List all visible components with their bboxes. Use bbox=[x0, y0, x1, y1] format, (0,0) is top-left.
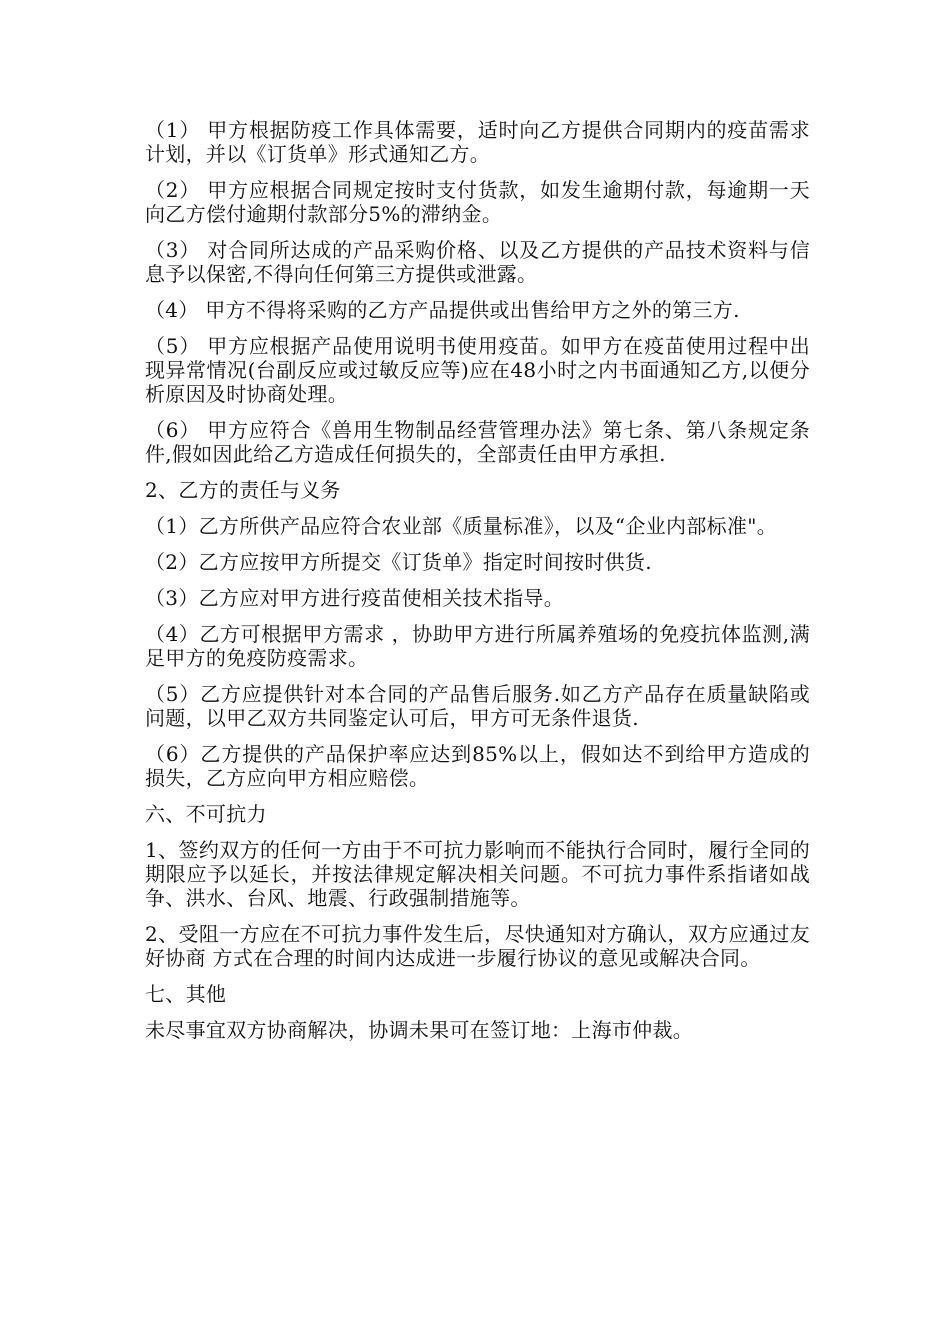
document-body bbox=[145, 118, 810, 1054]
clause-a2: （2） 甲方应根据合同规定按时支付货款，如发生逾期付款，每逾期一天向乙方偿付逾期付款部分5%的滞纳金。 bbox=[145, 178, 810, 226]
clause-b1: （1）乙方所供产品应符合农业部《质量标准》，以及“企业内部标准"。 bbox=[145, 514, 778, 538]
clause-a3: （3） 对合同所达成的产品采购价格、以及乙方提供的产品技术资料与信息予以保密,不得向任何第三方提供或泄露。 bbox=[145, 238, 810, 286]
clause-b3: （3）乙方应对甲方进行疫苗使相关技术指导。 bbox=[145, 586, 565, 610]
clause-b5: （5）乙方应提供针对本合同的产品售后服务.如乙方产品存在质量缺陷或问题，以甲乙双方共同鉴定认可后，甲方可无条件退货. bbox=[145, 682, 810, 730]
clause-a5: （5） 甲方应根据产品使用说明书使用疫苗。如甲方在疫苗使用过程中出现异常情况(台副反应或过敏反应等)应在48小时之内书面通知乙方,以便分析原因及时协商处理。 bbox=[145, 334, 810, 406]
clause-b2: （2）乙方应按甲方所提交《订货单》指定时间按时供货. bbox=[145, 550, 652, 574]
section-heading-party-b: 2、乙方的责任与义务 bbox=[145, 478, 341, 502]
clause-a1: （1） 甲方根据防疫工作具体需要，适时向乙方提供合同期内的疫苗需求计划，并以《订货单》形式通知乙方。 bbox=[145, 118, 810, 166]
clause-fm1: 1、签约双方的任何一方由于不可抗力影响而不能执行合同时，履行全同的期限应予以延长，并按法律规定解决相关问题。不可抗力事件系指诸如战争、洪水、台风、地震、行政强制措施等。 bbox=[145, 838, 810, 910]
clause-other: 未尽事宜双方协商解决，协调未果可在签订地：上海市仲裁。 bbox=[145, 1018, 694, 1042]
clause-b6: （6）乙方提供的产品保护率应达到85%以上，假如达不到给甲方造成的损失，乙方应向甲方相应赔偿。 bbox=[145, 742, 810, 790]
section-heading-other: 七、其他 bbox=[145, 982, 227, 1006]
clause-b4: （4）乙方可根据甲方需求 ，协助甲方进行所属养殖场的免疫抗体监测,满足甲方的免疫防疫需求。 bbox=[145, 622, 810, 670]
clause-a6: （6） 甲方应符合《兽用生物制品经营管理办法》第七条、第八条规定条件,假如因此给乙方造成任何损失的，全部责任由甲方承担. bbox=[145, 418, 810, 466]
section-heading-force-majeure: 六、不可抗力 bbox=[145, 802, 267, 826]
clause-fm2: 2、受阻一方应在不可抗力事件发生后，尽快通知对方确认，双方应通过友好协商 方式在合理的时间内达成进一步履行协议的意见或解决合同。 bbox=[145, 922, 810, 970]
clause-a4: （4） 甲方不得将采购的乙方产品提供或出售给甲方之外的第三方. bbox=[145, 298, 740, 322]
